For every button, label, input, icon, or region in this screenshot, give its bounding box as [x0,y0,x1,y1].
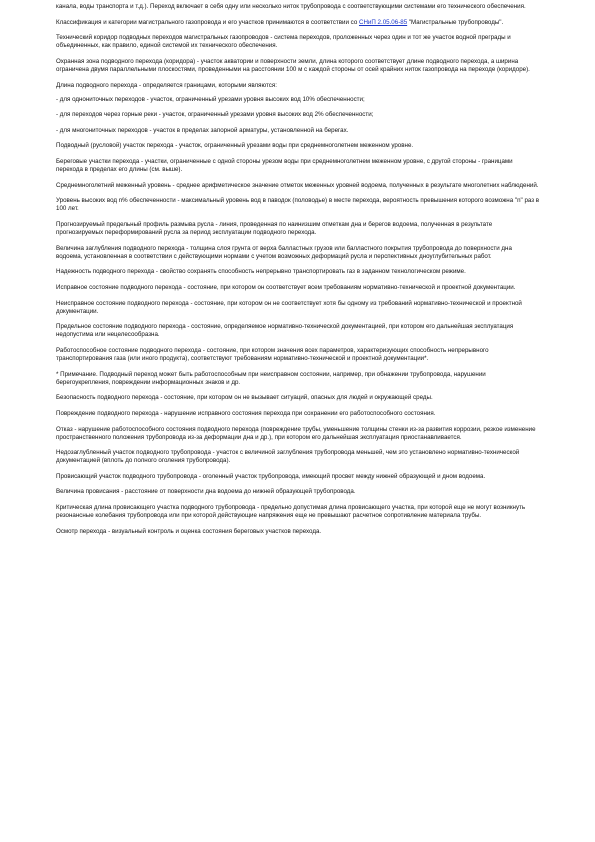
paragraph: Прогнозируемый предельный профиль размыва русла - линия, проведенная по наинизшим отметкам дна и берегов водоема, полученная в результате прогнозируемых переформирований русла за период эксплуатации подводного перехода. [56,221,493,237]
list-item: - для многониточных переходов - участок в пределах запорной арматуры, установленной на берегах. [56,126,349,134]
list-item: - для переходов через горные реки - участок, ограниченный урезами уровня высоких вод 2% обеспеченности; [56,111,374,119]
paragraph: Величина провисания - расстояние от поверхности дна водоема до нижней образующей трубопровода. [56,488,356,496]
paragraph: Предельное состояние подводного перехода - состояние, определяемое нормативно-технической документацией, при котором его дальнейшая эксплуатация недопустима или нецелесообразна. [56,323,514,339]
paragraph: Величина заглубления подводного перехода - толщина слоя грунта от верха балластных грузов или балластного покрытия трубопровода до поверхности дна водоема, установленная в соответствии с действующими нормами с учетом возможных деформаций русла и перспективных дноуглубительных работ. [56,244,512,260]
paragraph: Безопасность подводного перехода - состояние, при котором он не вызывает ситуаций, опасных для людей и окружающей среды. [56,394,433,402]
note-paragraph: * Примечание. Подводный переход может быть работоспособным при неисправном состоянии, например, при обнажении трубопровода, нарушении берегоукрепления, повреждении информационных знаков и др. [56,370,486,386]
paragraph: Отказ - нарушение работоспособного состояния подводного перехода (повреждение трубы, уменьшение толщины стенки из-за развития коррозии, резкое изменение пространственного положения трубопровода из-за деформации дна и др.), при котором его дальнейшая эксплуатация приостанавливается. [56,425,536,441]
paragraph: Критическая длина провисающего участка подводного трубопровода - предельно допустимая длина провисающего участка, при которой еще не могут возникнуть резонансные колебания трубопровода или при которой действующие напряжения еще не превышают расчетное сопротивление материала трубы. [56,504,526,520]
paragraph: Среднемноголетний меженный уровень - среднее арифметическое значение отметок меженных уровней водоема, полученных в результате многолетних наблюдений. [56,181,539,189]
paragraph: Повреждение подводного перехода - нарушение исправного состояния перехода при сохранении его работоспособного состояния. [56,409,436,417]
paragraph-classification [56,19,540,27]
paragraph-text-before-link: Классификация и категории магистрального газопровода и его участков принимаются в соответствии со [56,18,359,26]
paragraph: Неисправное состояние подводного перехода - состояние, при котором он не соответствует хотя бы одному из требований нормативно-технической и проектной документации. [56,299,522,315]
paragraph: Недозаглубленный участок подводного трубопровода - участок с величиной заглубления трубопровода меньшей, чем это установлено нормативно-технической документацией (вплоть до полного оголения трубопровода). [56,449,520,465]
list-item: - для однониточных переходов - участок, ограниченный урезами уровня высоких вод 10% обеспеченности; [56,95,365,103]
paragraph: Провисающий участок подводного трубопровода - оголенный участок трубопровода, имеющий просвет между нижней образующей и дном водоема. [56,472,486,480]
paragraph: Береговые участки перехода - участки, ограниченные с одной стороны урезом воды при среднемноголетнем меженном уровне, с другой стороны - границами перехода в пределах его длины (см. выше). [56,158,513,174]
paragraph: Исправное состояние подводного перехода - состояние, при котором он соответствует всем требованиям нормативно-технической и проектной документации. [56,283,516,291]
paragraph: Охранная зона подводного перехода (коридора) - участок акватории и поверхности земли, длина которого соответствует длине подводного перехода, а ширина ограничена двумя параллельными плоскостями, проведенными на расстоянии 100 м с каждой стороны от осей крайних ниток газопровода на переходе (коридоре). [56,57,530,73]
paragraph: Технический коридор подводных переходов магистральных газопроводов - система переходов, проложенных через один и тот же участок водной преграды и объединенных, как правило, единой системой их технического обеспечения. [56,34,511,50]
paragraph: Подводный (русловой) участок перехода - участок, ограниченный урезами воды при среднемноголетнем меженном уровне. [56,142,414,150]
paragraph: Уровень высоких вод n% обеспеченности - максимальный уровень вод в паводок (половодье) в месте перехода, вероятность превышения которого возможна "n" раз в 100 лет. [56,197,540,213]
paragraph: Работоспособное состояние подводного перехода - состояние, при котором значения всех параметров, характеризующих способность непрерывного транспортирования газа (или иного продукта), соответствуют требованиям нормативно-технической и проектной документации*. [56,346,489,363]
paragraph-text-after-link: "Магистральные трубопроводы". [407,18,504,26]
paragraph: Осмотр перехода - визуальный контроль и оценка состояния береговых участков перехода. [56,527,322,535]
snip-document-link[interactable]: СНиП 2.05.06-85 [358,18,408,26]
document-page [56,3,540,543]
paragraph: канала, воды транспорта и т.д.). Переход включает в себя одну или несколько ниток трубопровода с соответствующими системами его технического обеспечения. [56,3,526,10]
paragraph: Длина подводного перехода - определяется границами, которыми являются: [56,81,277,89]
paragraph: Надежность подводного перехода - свойство сохранять способность непрерывно транспортировать газ в заданном технологическом режиме. [56,268,466,276]
